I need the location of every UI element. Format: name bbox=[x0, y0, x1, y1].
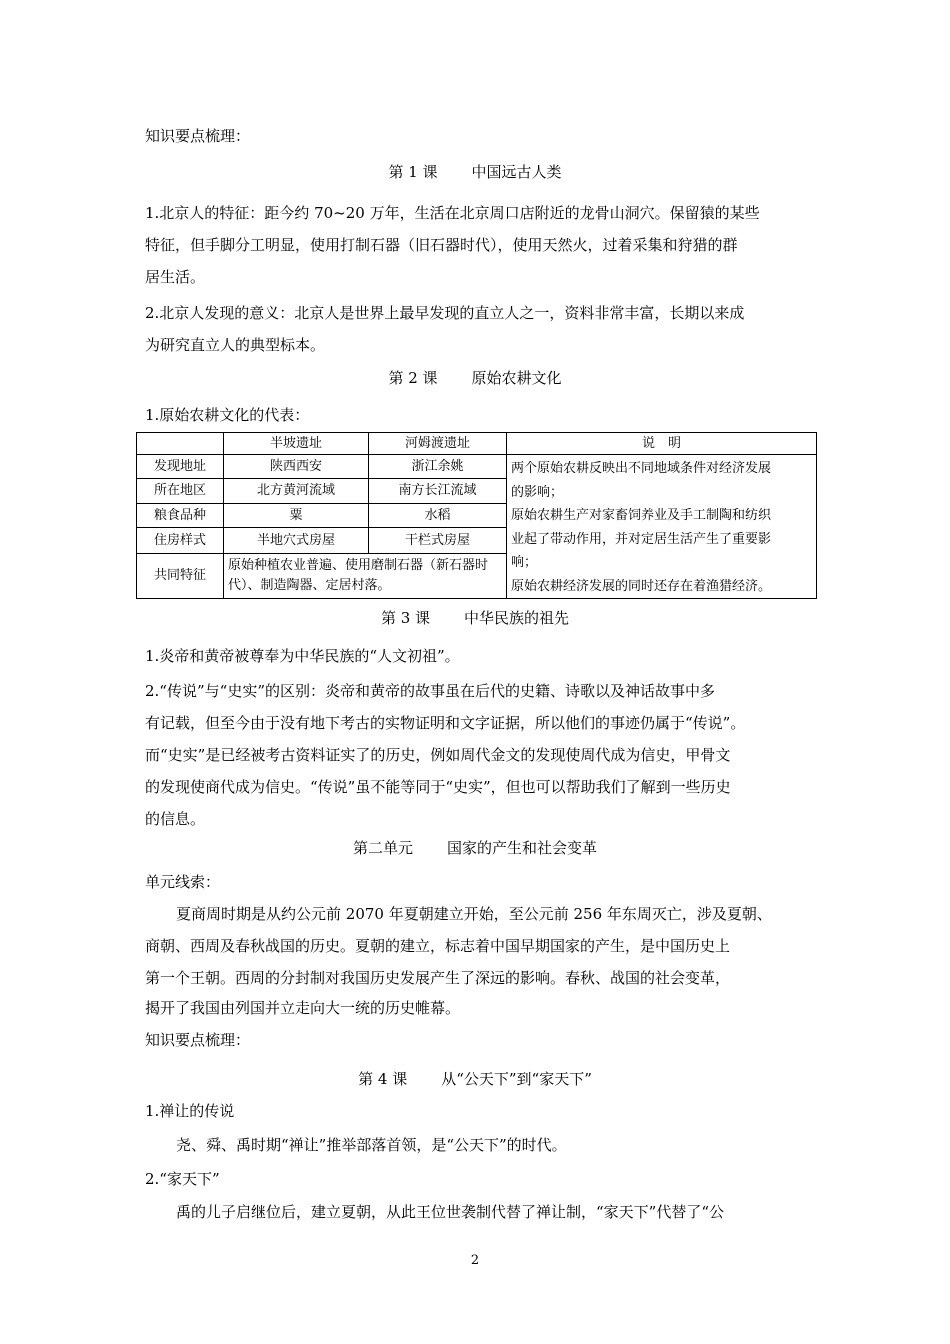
paragraph-line: 居生活。 bbox=[145, 268, 206, 286]
lesson-title: 从“公天下”到“家天下” bbox=[441, 1070, 592, 1088]
note-line: 原始农耕生产对家畜饲养业及手工制陶和纺织 bbox=[511, 508, 772, 523]
row-label: 所在地区 bbox=[137, 479, 224, 503]
paragraph-line: 商朝、西周及春秋战国的历史。夏朝的建立，标志着中国早期国家的产生，是中国历史上 bbox=[145, 937, 731, 955]
paragraph-line: 1.北京人的特征：距今约 70~20 万年，生活在北京周口店附近的龙骨山洞穴。保留猿的某些 bbox=[145, 204, 760, 222]
table-row bbox=[137, 455, 817, 479]
page-number: 2 bbox=[470, 1253, 480, 1268]
table-cell: 水稻 bbox=[369, 503, 507, 527]
table-header-row bbox=[137, 433, 817, 455]
table-header bbox=[137, 433, 224, 455]
lesson-number: 第 4 课 bbox=[358, 1070, 408, 1088]
lesson-4-heading bbox=[0, 1069, 950, 1089]
lesson-2-heading bbox=[0, 368, 950, 388]
table-cell: 浙江余姚 bbox=[369, 455, 507, 479]
paragraph-line: 揭开了我国由列国并立走向大一统的历史帷幕。 bbox=[145, 999, 461, 1017]
unit-title: 国家的产生和社会变革 bbox=[447, 839, 598, 857]
table-cell: 原始种植农业普遍、使用磨制石器（新石器时代）、制造陶器、定居村落。 bbox=[224, 554, 507, 599]
paragraph-line: 2.“传说”与“史实”的区别：炎帝和黄帝的故事虽在后代的史籍、诗歌以及神话故事中多 bbox=[145, 682, 715, 700]
paragraph-line: 有记载，但至今由于没有地下考古的实物证明和文字证据，所以他们的事迹仍属于“传说”。 bbox=[145, 714, 746, 732]
table-cell: 粟 bbox=[224, 503, 369, 527]
paragraph-line: 夏商周时期是从约公元前 2070 年夏朝建立开始，至公元前 256 年东周灭亡，涉及夏朝、 bbox=[176, 905, 772, 923]
subheading: 1.禅让的传说 bbox=[145, 1102, 235, 1120]
table-cell: 南方长江流域 bbox=[369, 479, 507, 503]
lesson-title: 中华民族的祖先 bbox=[464, 609, 570, 627]
table-cell: 半地穴式房屋 bbox=[224, 527, 369, 553]
table-header: 说 明 bbox=[507, 433, 817, 455]
paragraph-line: 的信息。 bbox=[145, 810, 206, 828]
section-label: 知识要点梳理： bbox=[145, 1031, 251, 1049]
note-line: 的影响； bbox=[511, 484, 564, 500]
section-label: 知识要点梳理： bbox=[145, 127, 251, 145]
note-line: 原始农耕经济发展的同时还存在着渔猎经济。 bbox=[511, 578, 772, 594]
paragraph-line: 的发现使商代成为信史。“传说”虽不能等同于“史实”，但也可以帮助我们了解到一些历史 bbox=[145, 778, 731, 796]
farming-culture-table bbox=[136, 432, 817, 599]
paragraph-line: 尧、舜、禹时期“禅让”推举部落首领，是“公天下”的时代。 bbox=[176, 1136, 567, 1154]
table-header: 半坡遗址 bbox=[224, 433, 369, 455]
row-label: 发现地址 bbox=[137, 455, 224, 479]
row-label: 住房样式 bbox=[137, 527, 224, 553]
note-line: 业起了带动作用，并对定居生活产生了重要影 bbox=[511, 531, 772, 547]
table-note-cell bbox=[507, 455, 817, 599]
table-cell: 干栏式房屋 bbox=[369, 527, 507, 553]
table-cell: 陕西西安 bbox=[224, 455, 369, 479]
lesson-number: 第 2 课 bbox=[388, 369, 438, 387]
lesson-number: 第 3 课 bbox=[380, 609, 431, 627]
subheading: 2.“家天下” bbox=[145, 1170, 220, 1188]
lesson-number: 第 1 课 bbox=[388, 163, 438, 181]
paragraph-line: 1.炎帝和黄帝被尊奉为中华民族的“人文初祖”。 bbox=[145, 647, 460, 665]
paragraph-line: 而“史实”是已经被考古资料证实了的历史，例如周代金文的发现使周代成为信史，甲骨文 bbox=[145, 746, 731, 764]
paragraph-line: 2.北京人发现的意义：北京人是世界上最早发现的直立人之一，资料非常丰富，长期以来成 bbox=[145, 304, 745, 322]
paragraph-line: 第一个王朝。西周的分封制对我国历史发展产生了深远的影响。春秋、战国的社会变革， bbox=[145, 969, 731, 987]
table-cell: 北方黄河流域 bbox=[224, 479, 369, 503]
paragraph-line: 特征，但手脚分工明显，使用打制石器（旧石器时代），使用天然火，过着采集和狩猎的群 bbox=[145, 236, 738, 254]
unit-number: 第二单元 bbox=[352, 839, 413, 857]
section-label: 单元线索： bbox=[145, 873, 221, 891]
row-label: 共同特征 bbox=[137, 554, 224, 599]
table-header: 河姆渡遗址 bbox=[369, 433, 507, 455]
note-line: 响； bbox=[511, 555, 538, 570]
lesson-3-heading bbox=[0, 608, 950, 628]
paragraph-line: 1.原始农耕文化的代表： bbox=[145, 406, 310, 424]
row-label: 粮食品种 bbox=[137, 503, 224, 527]
lesson-title: 原始农耕文化 bbox=[471, 369, 562, 387]
lesson-1-heading bbox=[0, 162, 950, 182]
paragraph-line: 为研究直立人的典型标本。 bbox=[145, 336, 326, 354]
paragraph-line: 禹的儿子启继位后，建立夏朝，从此王位世袭制代替了禅让制，“家天下”代替了“公 bbox=[176, 1203, 725, 1221]
note-line: 两个原始农耕反映出不同地域条件对经济发展 bbox=[511, 461, 772, 476]
lesson-title: 中国远古人类 bbox=[471, 163, 562, 181]
unit-2-heading bbox=[0, 838, 950, 858]
